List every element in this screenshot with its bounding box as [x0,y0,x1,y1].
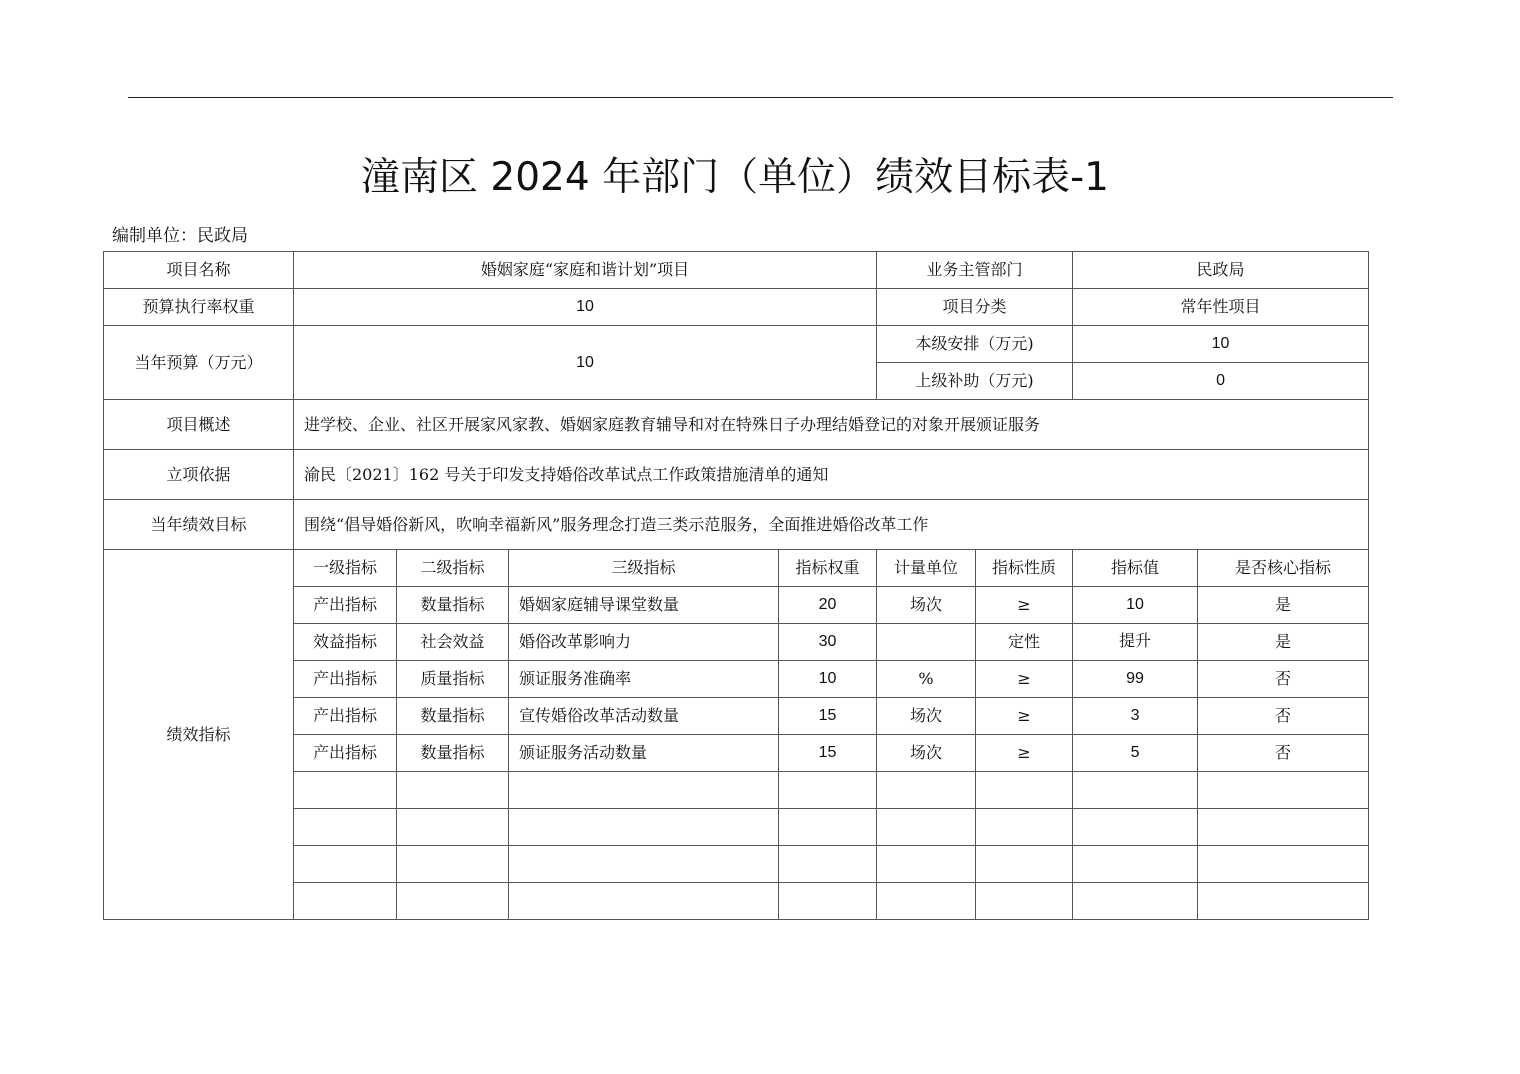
indicator-cell: 产出指标 [294,587,397,624]
indicator-empty-cell [1198,883,1369,920]
indicator-row [104,735,1369,772]
value-overview: 进学校、企业、社区开展家风家教、婚姻家庭教育辅导和对在特殊日子办理结婚登记的对象开展颁证服务 [294,400,1369,450]
value-dept: 民政局 [1073,252,1369,289]
indicator-cell: % [877,661,976,698]
indicator-header-7: 是否核心指标 [1198,550,1369,587]
label-project-name: 项目名称 [104,252,294,289]
indicator-cell: 提升 [1073,624,1198,661]
indicator-cell: 否 [1198,661,1369,698]
indicator-empty-cell [877,883,976,920]
value-category: 常年性项目 [1073,289,1369,326]
indicator-header-3: 指标权重 [779,550,877,587]
indicator-cell: 数量指标 [397,587,509,624]
indicator-empty-cell [294,809,397,846]
indicator-cell: 定性 [976,624,1073,661]
indicator-cell: 5 [1073,735,1198,772]
indicator-cell: 10 [1073,587,1198,624]
indicator-cell: 15 [779,735,877,772]
indicator-empty-cell [779,883,877,920]
indicator-cell: 社会效益 [397,624,509,661]
indicator-empty-cell [976,846,1073,883]
indicator-empty-row [104,772,1369,809]
value-goal: 围绕“倡导婚俗新风，吹响幸福新风”服务理念打造三类示范服务，全面推进婚俗改革工作 [294,500,1369,550]
indicator-empty-cell [1073,809,1198,846]
indicator-empty-cell [1198,809,1369,846]
value-superior: 0 [1073,363,1369,400]
indicator-header-4: 计量单位 [877,550,976,587]
indicator-empty-cell [397,883,509,920]
indicator-empty-cell [1198,772,1369,809]
indicator-cell: 场次 [877,587,976,624]
indicator-cell: 99 [1073,661,1198,698]
indicator-empty-row [104,883,1369,920]
indicator-cell: 宣传婚俗改革活动数量 [509,698,779,735]
indicator-cell: 质量指标 [397,661,509,698]
label-superior: 上级补助（万元) [877,363,1073,400]
indicator-cell: 婚姻家庭辅导课堂数量 [509,587,779,624]
indicator-header-2: 三级指标 [509,550,779,587]
indicator-row [104,624,1369,661]
label-category: 项目分类 [877,289,1073,326]
indicator-cell: 产出指标 [294,661,397,698]
indicator-empty-cell [1073,772,1198,809]
indicator-empty-cell [976,772,1073,809]
indicator-header-0: 一级指标 [294,550,397,587]
value-project-name: 婚姻家庭“家庭和谐计划”项目 [294,252,877,289]
indicator-row [104,661,1369,698]
indicator-cell: ≥ [976,661,1073,698]
indicator-empty-cell [1073,846,1198,883]
row-budget-weight [104,289,1369,326]
indicator-empty-row [104,809,1369,846]
indicator-empty-cell [509,883,779,920]
indicator-cell [877,624,976,661]
indicator-empty-cell [877,846,976,883]
page-title: 潼南区 2024 年部门（单位）绩效目标表-1 [361,155,1109,200]
indicator-cell: 3 [1073,698,1198,735]
indicator-empty-cell [294,883,397,920]
header-rule [128,97,1393,98]
indicator-cell: 否 [1198,698,1369,735]
indicator-row [104,587,1369,624]
indicator-cell: 效益指标 [294,624,397,661]
indicator-cell: 场次 [877,735,976,772]
indicator-cell: 15 [779,698,877,735]
indicator-empty-cell [509,809,779,846]
indicator-empty-cell [509,846,779,883]
indicator-cell: ≥ [976,698,1073,735]
indicator-empty-cell [397,846,509,883]
indicator-empty-cell [509,772,779,809]
indicator-cell: ≥ [976,735,1073,772]
indicator-cell: 场次 [877,698,976,735]
value-budget-weight: 10 [294,289,877,326]
indicator-header-1: 二级指标 [397,550,509,587]
label-budget-weight: 预算执行率权重 [104,289,294,326]
indicator-empty-cell [1073,883,1198,920]
label-dept: 业务主管部门 [877,252,1073,289]
indicator-cell: 婚俗改革影响力 [509,624,779,661]
indicator-cell: 20 [779,587,877,624]
label-indicators: 绩效指标 [104,550,294,920]
indicator-cell: 是 [1198,587,1369,624]
indicator-empty-cell [779,772,877,809]
label-overview: 项目概述 [104,400,294,450]
indicator-empty-cell [976,883,1073,920]
row-overview [104,400,1369,450]
indicator-empty-cell [877,809,976,846]
row-basis [104,450,1369,500]
indicator-empty-cell [976,809,1073,846]
indicator-header-5: 指标性质 [976,550,1073,587]
indicator-empty-cell [877,772,976,809]
indicator-empty-cell [294,846,397,883]
indicator-cell: 产出指标 [294,698,397,735]
performance-table [103,251,1369,920]
value-basis: 渝民〔2021〕162 号关于印发支持婚俗改革试点工作政策措施清单的通知 [294,450,1369,500]
label-basis: 立项依据 [104,450,294,500]
indicator-empty-cell [397,809,509,846]
indicator-header-6: 指标值 [1073,550,1198,587]
value-annual-budget: 10 [294,326,877,400]
row-project-name [104,252,1369,289]
indicator-cell: 产出指标 [294,735,397,772]
row-local [104,326,1369,363]
label-annual-budget: 当年预算（万元） [104,326,294,400]
indicator-empty-cell [294,772,397,809]
indicator-cell: 颁证服务活动数量 [509,735,779,772]
indicator-empty-cell [1198,846,1369,883]
label-goal: 当年绩效目标 [104,500,294,550]
indicator-empty-cell [779,846,877,883]
indicator-cell: 颁证服务准确率 [509,661,779,698]
indicator-cell: 30 [779,624,877,661]
indicator-cell: 10 [779,661,877,698]
value-local: 10 [1073,326,1369,363]
indicator-header-row [104,550,1369,587]
indicator-cell: 否 [1198,735,1369,772]
indicator-cell: 数量指标 [397,735,509,772]
label-local: 本级安排（万元) [877,326,1073,363]
indicator-empty-row [104,846,1369,883]
indicator-empty-cell [779,809,877,846]
indicator-row [104,698,1369,735]
indicator-empty-cell [397,772,509,809]
indicator-cell: 数量指标 [397,698,509,735]
indicator-cell: ≥ [976,587,1073,624]
indicator-cell: 是 [1198,624,1369,661]
row-goal [104,500,1369,550]
compiling-unit: 编制单位：民政局 [112,226,248,246]
